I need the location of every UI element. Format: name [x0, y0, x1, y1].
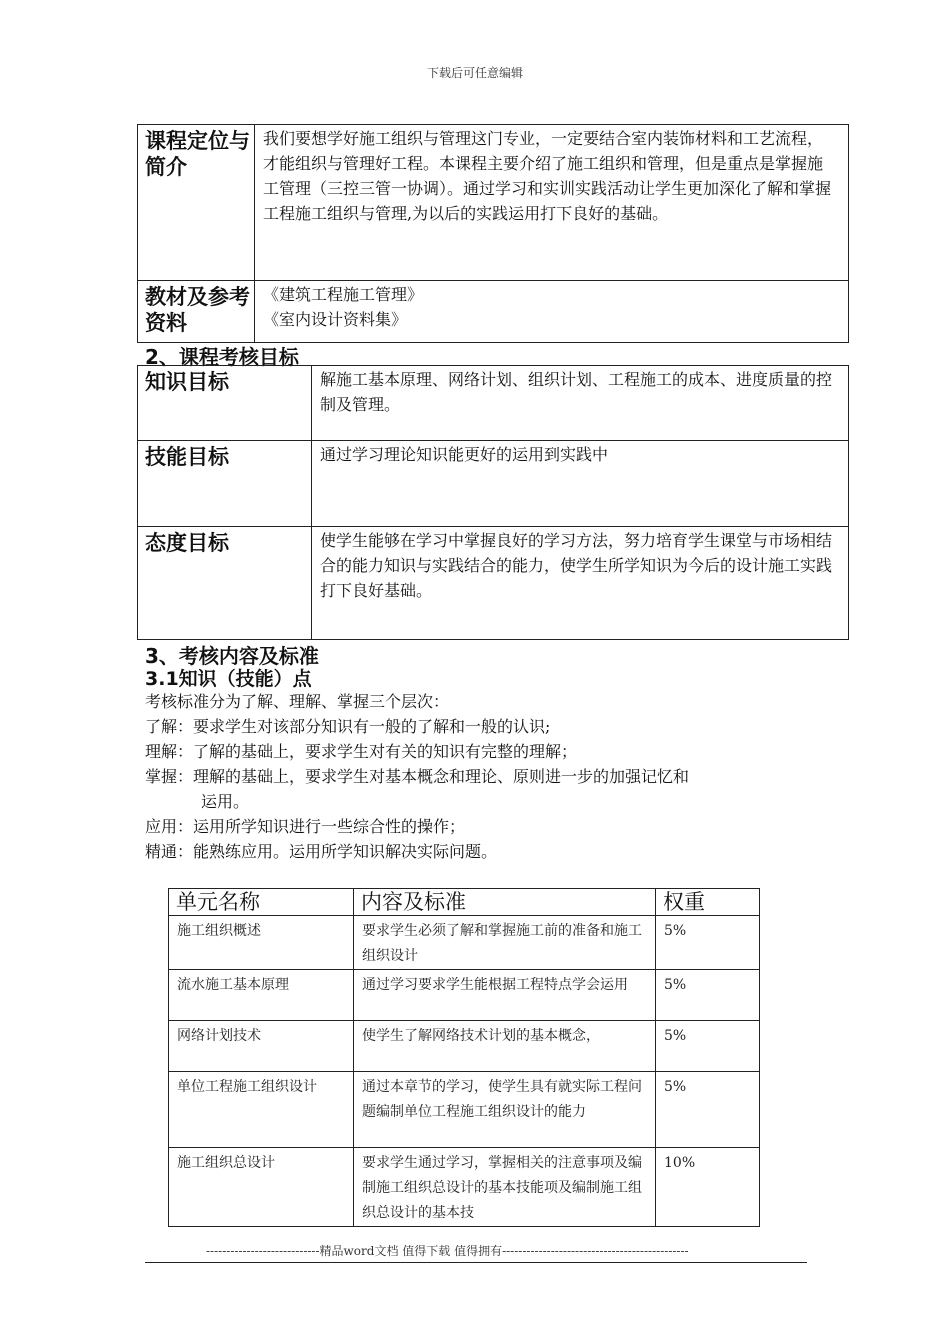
assessment-goals-table	[137, 365, 849, 640]
table-header-row	[169, 889, 760, 916]
unit-name: 单位工程施工组织设计	[169, 1072, 354, 1148]
footer-divider	[145, 1262, 807, 1263]
column-header: 内容及标准	[354, 889, 656, 916]
unit-name: 流水施工基本原理	[169, 970, 354, 1021]
unit-weight: 5%	[656, 970, 760, 1021]
section-heading: 3、考核内容及标准	[145, 644, 319, 668]
row-text: 解施工基本原理、网络计划、组织计划、工程施工的成本、进度质量的控制及管理。	[312, 366, 849, 441]
subsection-heading: 3.1知识（技能）点	[145, 668, 312, 690]
column-header: 单元名称	[169, 889, 354, 916]
row-text: 使学生能够在学习中掌握良好的学习方法，努力培育学生课堂与市场相结合的能力知识与实践结合的能力，使学生所学知识为今后的设计施工实践打下良好基础。	[312, 527, 849, 640]
table-row	[138, 125, 849, 281]
table-row	[138, 281, 849, 343]
unit-weight: 5%	[656, 1072, 760, 1148]
section-heading: 2、课程考核目标	[145, 345, 299, 369]
unit-content: 通过本章节的学习，使学生具有就实际工程问题编制单位工程施工组织设计的能力	[354, 1072, 656, 1148]
unit-content: 通过学习要求学生能根据工程特点学会运用	[354, 970, 656, 1021]
table-row	[169, 1148, 760, 1227]
unit-name: 网络计划技术	[169, 1021, 354, 1072]
row-label: 教材及参考资料	[138, 281, 255, 343]
table-row	[169, 1021, 760, 1072]
table-row	[138, 527, 849, 640]
table-row	[169, 1072, 760, 1148]
column-header: 权重	[656, 889, 760, 916]
unit-weight: 10%	[656, 1148, 760, 1227]
unit-standards-table	[168, 888, 760, 1227]
table-row	[169, 970, 760, 1021]
unit-content: 要求学生必须了解和掌握施工前的准备和施工组织设计	[354, 916, 656, 970]
unit-weight: 5%	[656, 916, 760, 970]
standard-line: 精通：能熟练应用。运用所学知识解决实际问题。	[145, 842, 498, 861]
unit-name: 施工组织总设计	[169, 1148, 354, 1227]
course-intro-table	[137, 124, 849, 343]
standard-line: 应用：运用所学知识进行一些综合性的操作；	[145, 817, 466, 836]
row-label: 知识目标	[138, 366, 312, 441]
page-header: 下载后可任意编辑	[426, 66, 523, 80]
table-row	[169, 916, 760, 970]
row-text: 我们要想学好施工组织与管理这门专业，一定要结合室内装饰材料和工艺流程，才能组织与管理好工程。本课程主要介绍了施工组织和管理，但是重点是掌握施工管理（三控三管一协调）。通过学习和实训实践活动让学生更加深化了解和掌握工程施工组织与管理,为以后的实践运用打下良好的基础。	[255, 125, 849, 281]
unit-content: 要求学生通过学习，掌握相关的注意事项及编制施工组织总设计的基本技能项及编制施工组织总设计的基本技	[354, 1148, 656, 1227]
page-footer: ----------------------------精品word文档 值得下载 值得拥有----------------------------------------------	[206, 1244, 689, 1258]
standard-line-continued: 运用。	[201, 792, 250, 811]
reference-book: 《建筑工程施工管理》	[263, 285, 424, 304]
unit-content: 使学生了解网络技术计划的基本概念，	[354, 1021, 656, 1072]
table-row	[138, 366, 849, 441]
standard-line: 掌握：理解的基础上，要求学生对基本概念和理论、原则进一步的加强记忆和	[145, 767, 690, 786]
row-label: 态度目标	[138, 527, 312, 640]
row-label: 课程定位与简介	[138, 125, 255, 281]
standard-line: 了解：要求学生对该部分知识有一般的了解和一般的认识;	[145, 717, 551, 736]
table-row	[138, 441, 849, 527]
reference-book: 《室内设计资料集》	[263, 310, 408, 329]
row-text	[255, 281, 849, 343]
standards-intro: 考核标准分为了解、理解、掌握三个层次：	[145, 692, 450, 711]
standard-line: 理解：了解的基础上，要求学生对有关的知识有完整的理解；	[145, 742, 578, 761]
row-text: 通过学习理论知识能更好的运用到实践中	[312, 441, 849, 527]
unit-weight: 5%	[656, 1021, 760, 1072]
unit-name: 施工组织概述	[169, 916, 354, 970]
row-label: 技能目标	[138, 441, 312, 527]
